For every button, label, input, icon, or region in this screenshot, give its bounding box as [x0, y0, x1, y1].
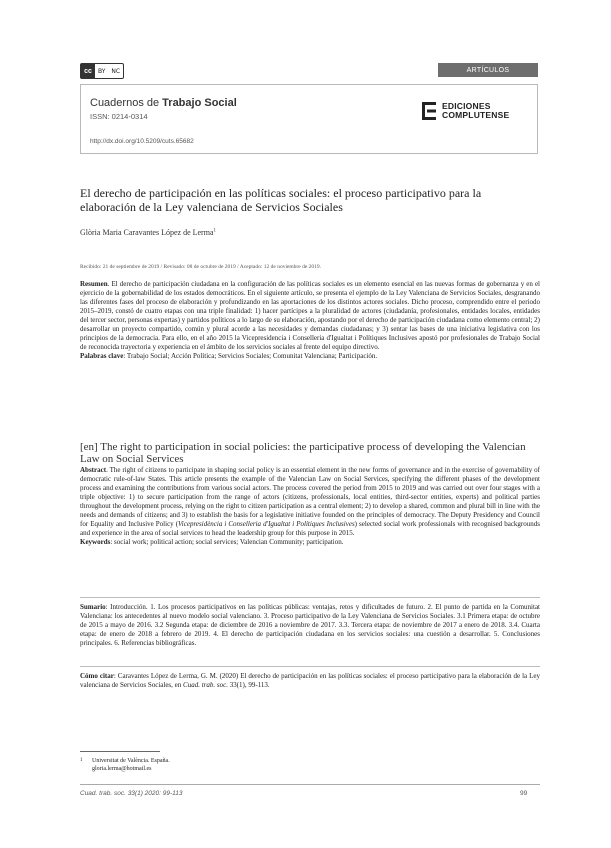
english-title: [en] The right to participation in social policies: the participative process of developing the Valencian Law on Social Services: [80, 441, 526, 465]
divider: [80, 597, 540, 598]
doi-link[interactable]: http://dx.doi.org/10.5209/cuts.65682: [90, 138, 194, 145]
by-icon: BY: [97, 67, 106, 75]
author: Glòria Maria Caravantes López de Lerma$^1$: [80, 228, 216, 237]
footer-citation: Cuad. trab. soc. 33(1) 2020: 99-113: [80, 790, 183, 797]
issn: ISSN: 0214-0314: [90, 112, 148, 121]
keywords: Keywords: social work; political action; social services; Valencian Community; participation.: [80, 538, 344, 546]
journal-name: Cuadernos de Trabajo Social: [90, 97, 237, 109]
cc-license-badge: [80, 63, 124, 79]
sumario: Sumario: Introducción. 1. Los procesos participativos en las políticas públicas: ventajas, retos y dificultades de futuro. 2. El punto de partida en la Comunitat Valenciana: los antecedentes al nuevo modelo social valenciano. 3. Proceso participativo de la Ley Valenciana de Servicios Sociales. 3.1 Primera etapa: de octubre de 2015 a mayo de 2016. 3.2 Segunda etapa: de diciembre de 2016 a noviembre de 2017. 3.3. Tercera etapa: de noviembre de 2017 a enero de 2018. 3.4. Cuarta etapa: de enero de 2018 a febrero de 2019. 4. El derecho de participación ciudadana en los servicios sociales: una cuestión a desarrollar. 5. Conclusiones principales. 6. Referencias bibliográficas.: [80, 603, 540, 647]
section-label: ARTÍCULOS: [438, 63, 538, 77]
footnote: 1 Universitat de València. España. gloria.lerma@hotmail.es: [80, 758, 170, 772]
article-title: El derecho de participación en las políticas sociales: el proceso participativo para la elaboración de la Ley valenciana de Servicios Sociales: [80, 186, 482, 214]
palabras-clave: Palabras clave: Trabajo Social; Acción Política; Servicios Sociales; Comunitat Valenciana; Participación.: [80, 352, 378, 360]
divider: [80, 666, 540, 667]
publisher-line1: EDICIONES: [442, 101, 491, 111]
publisher-icon: [422, 102, 436, 120]
dates-line: Recibido: 21 de septiembre de 2019 / Revisado: 08 de octubre de 2019 / Aceptado: 12 de noviembre de 2019.: [80, 264, 322, 270]
como-citar: Cómo citar: Caravantes López de Lerma, G. M. (2020) El derecho de participación en las políticas sociales: el proceso participativo para la elaboración de la Ley valenciana de Servicios Sociales, en Cuad. trab. soc. 33(1), 99-113.: [80, 672, 540, 689]
publisher-logo: [422, 102, 509, 120]
cc-icon: cc: [81, 64, 95, 78]
footnote-rule: [80, 751, 160, 752]
publisher-line2: COMPLUTENSE: [442, 110, 510, 120]
abstract: Abstract. The right of citizens to participate in shaping social policy is an essential element in the new forms of governance and in the exercise of governability of democratic rule-of-law States. This article presents the example of the Valencian Law on Social Services, specifying the different phases of the development process and examining the contributions from various social actors. The process covered the period from 2015 to 2019 and was carried out over four stages with a triple objective: 1) to secure participation from the range of actors (citizens, professionals, local entities, third-sector entities, experts) and political parties throughout the development process, relying on the right to citizen participation as a central element; 2) to develop a shared, common and plural bill in line with the needs and demands of citizens; and 3) to establish the basis for a legislative initiative founded on the principles of democracy. The Deputy Presidency and Council for Equality and Inclusive Policy (Vicepresidència i Conselleria d'Igualtat i Polítiques Inclusives) selected social work professionals with recognised backgrounds and experience in the area of social services to head the leadership group for this purpose in 2015. Keywords: social work; political action; social services; Valencian Community; participation.: [80, 466, 540, 546]
footer-rule: [80, 784, 540, 785]
page-number: 99: [520, 790, 528, 797]
nc-icon: NC: [111, 67, 121, 75]
resumen: Resumen. El derecho de participación ciudadana en la configuración de las políticas sociales es un elemento esencial en las nuevas formas de gobernanza y en el ejercicio de la gobernabilidad de los estados democráticos. En el siguiente artículo, se presenta el ejemplo de la Ley Valenciana de Servicios Sociales, desgranando las diferentes fases del proceso de elaboración y profundizando en las aportaciones de los distintos actores sociales. Dicho proceso, comprendido entre el periodo 2015–2019, constó de cuatro etapas con una triple finalidad: 1) hacer partícipes a la pluralidad de actores (ciudadanía, profesionales, entidades locales, entidades del tercer sector, personas expertas) y partidos políticos a lo largo de su elaboración, apostando por el derecho de participación ciudadana como elemento central; 2) desarrollar un proyecto compartido, común y plural acorde a las necesidades y demandas ciudadanas; y 3) sentar las bases de una iniciativa legislativa con los principios de la democracia. Para ello, en el año 2015 la Vicepresidencia i Conselleria d'Igualtat i Polítiques Inclusives apostó por profesionales de Trabajo Social de reconocida trayectoria y experiencia en el ámbito de los servicios sociales al frente del equipo directivo. Palabras clave: Trabajo Social; Acción Política; Servicios Sociales; Comunitat Valenciana; Participación.: [80, 280, 540, 360]
